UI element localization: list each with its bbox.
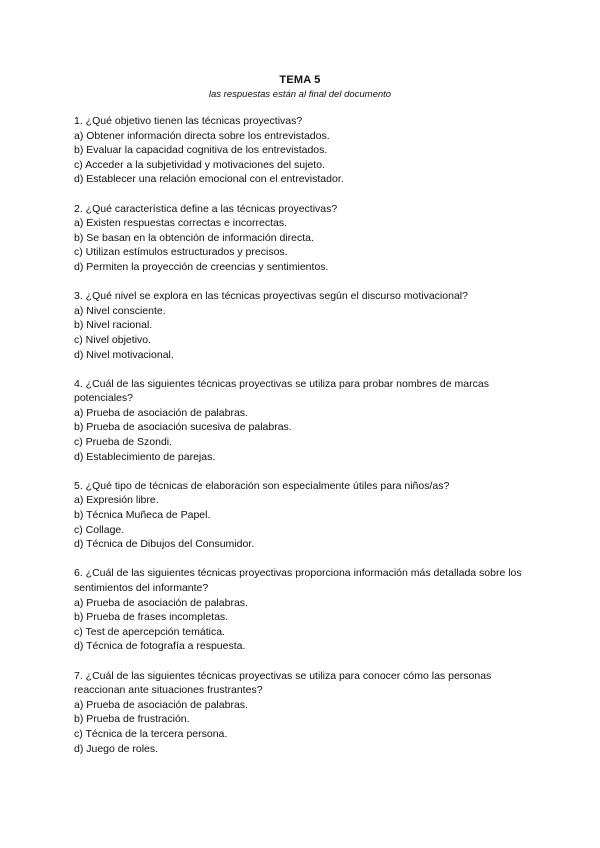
page-title: TEMA 5 (279, 74, 321, 86)
option-d: d) Nivel motivacional. (74, 348, 174, 361)
question-text: 1. ¿Qué objetivo tienen las técnicas proyectivas? (74, 115, 303, 127)
option-a: a) Prueba de asociación de palabras. (74, 406, 248, 419)
option-c: c) Nivel objetivo. (74, 333, 152, 346)
question-text: 6. ¿Cuál de las siguientes técnicas proyectivas proporciona información más detallada sobre los sentimientos del informante? (74, 567, 522, 594)
option-a: a) Existen respuestas correctas e incorrectas. (74, 217, 288, 230)
page-subtitle: las respuestas están al final del documento (208, 89, 392, 100)
option-d: d) Técnica de Dibujos del Consumidor. (74, 538, 255, 551)
option-d: d) Establecer una relación emocional con el entrevistador. (74, 173, 344, 186)
option-b: b) Prueba de asociación sucesiva de palabras. (74, 421, 292, 434)
question-text: 2. ¿Qué característica define a las técnicas proyectivas? (74, 202, 338, 215)
option-a: a) Prueba de asociación de palabras. (74, 698, 248, 711)
question-text: 7. ¿Cuál de las siguientes técnicas proyectivas se utiliza para conocer cómo las personas reaccionan ante situaciones frustrantes? (74, 669, 492, 697)
option-b: b) Prueba de frases incompletas. (74, 611, 229, 624)
question-1 (74, 114, 534, 187)
option-c: c) Prueba de Szondi. (74, 436, 173, 449)
option-b: b) Técnica Muñeca de Papel. (74, 509, 211, 522)
question-4 (74, 377, 534, 465)
option-d: d) Establecimiento de parejas. (74, 450, 216, 463)
option-c: c) Collage. (74, 523, 125, 536)
option-c: c) Técnica de la tercera persona. (74, 727, 228, 740)
option-b: b) Se basan en la obtención de información directa. (74, 231, 314, 244)
option-c: c) Utilizan estímulos estructurados y precisos. (74, 246, 288, 259)
option-c: c) Acceder a la subjetividad y motivaciones del sujeto. (74, 158, 325, 171)
option-a: a) Obtener información directa sobre los entrevistados. (74, 129, 330, 142)
option-a: a) Expresión libre. (74, 494, 159, 507)
option-d: d) Técnica de fotografía a respuesta. (74, 640, 246, 653)
question-text: 4. ¿Cuál de las siguientes técnicas proyectivas se utiliza para probar nombres de marcas potenciales? (74, 377, 489, 405)
question-list (74, 114, 534, 771)
question-3 (74, 289, 534, 362)
question-6 (74, 566, 534, 654)
option-c: c) Test de apercepción temática. (74, 625, 225, 638)
question-text: 5. ¿Qué tipo de técnicas de elaboración son especialmente útiles para niños/as? (74, 479, 450, 492)
option-a: a) Nivel consciente. (74, 304, 166, 317)
option-a: a) Prueba de asociación de palabras. (74, 596, 248, 609)
question-text: 3. ¿Qué nivel se explora en las técnicas proyectivas según el discurso motivacional? (74, 290, 468, 303)
option-b: b) Prueba de frustración. (74, 713, 190, 726)
question-7 (74, 669, 534, 757)
option-b: b) Evaluar la capacidad cognitiva de los entrevistados. (74, 144, 328, 157)
question-2 (74, 202, 534, 275)
question-5 (74, 479, 534, 552)
option-d: d) Juego de roles. (74, 742, 159, 755)
option-b: b) Nivel racional. (74, 319, 153, 332)
option-d: d) Permiten la proyección de creencias y sentimientos. (74, 260, 329, 273)
